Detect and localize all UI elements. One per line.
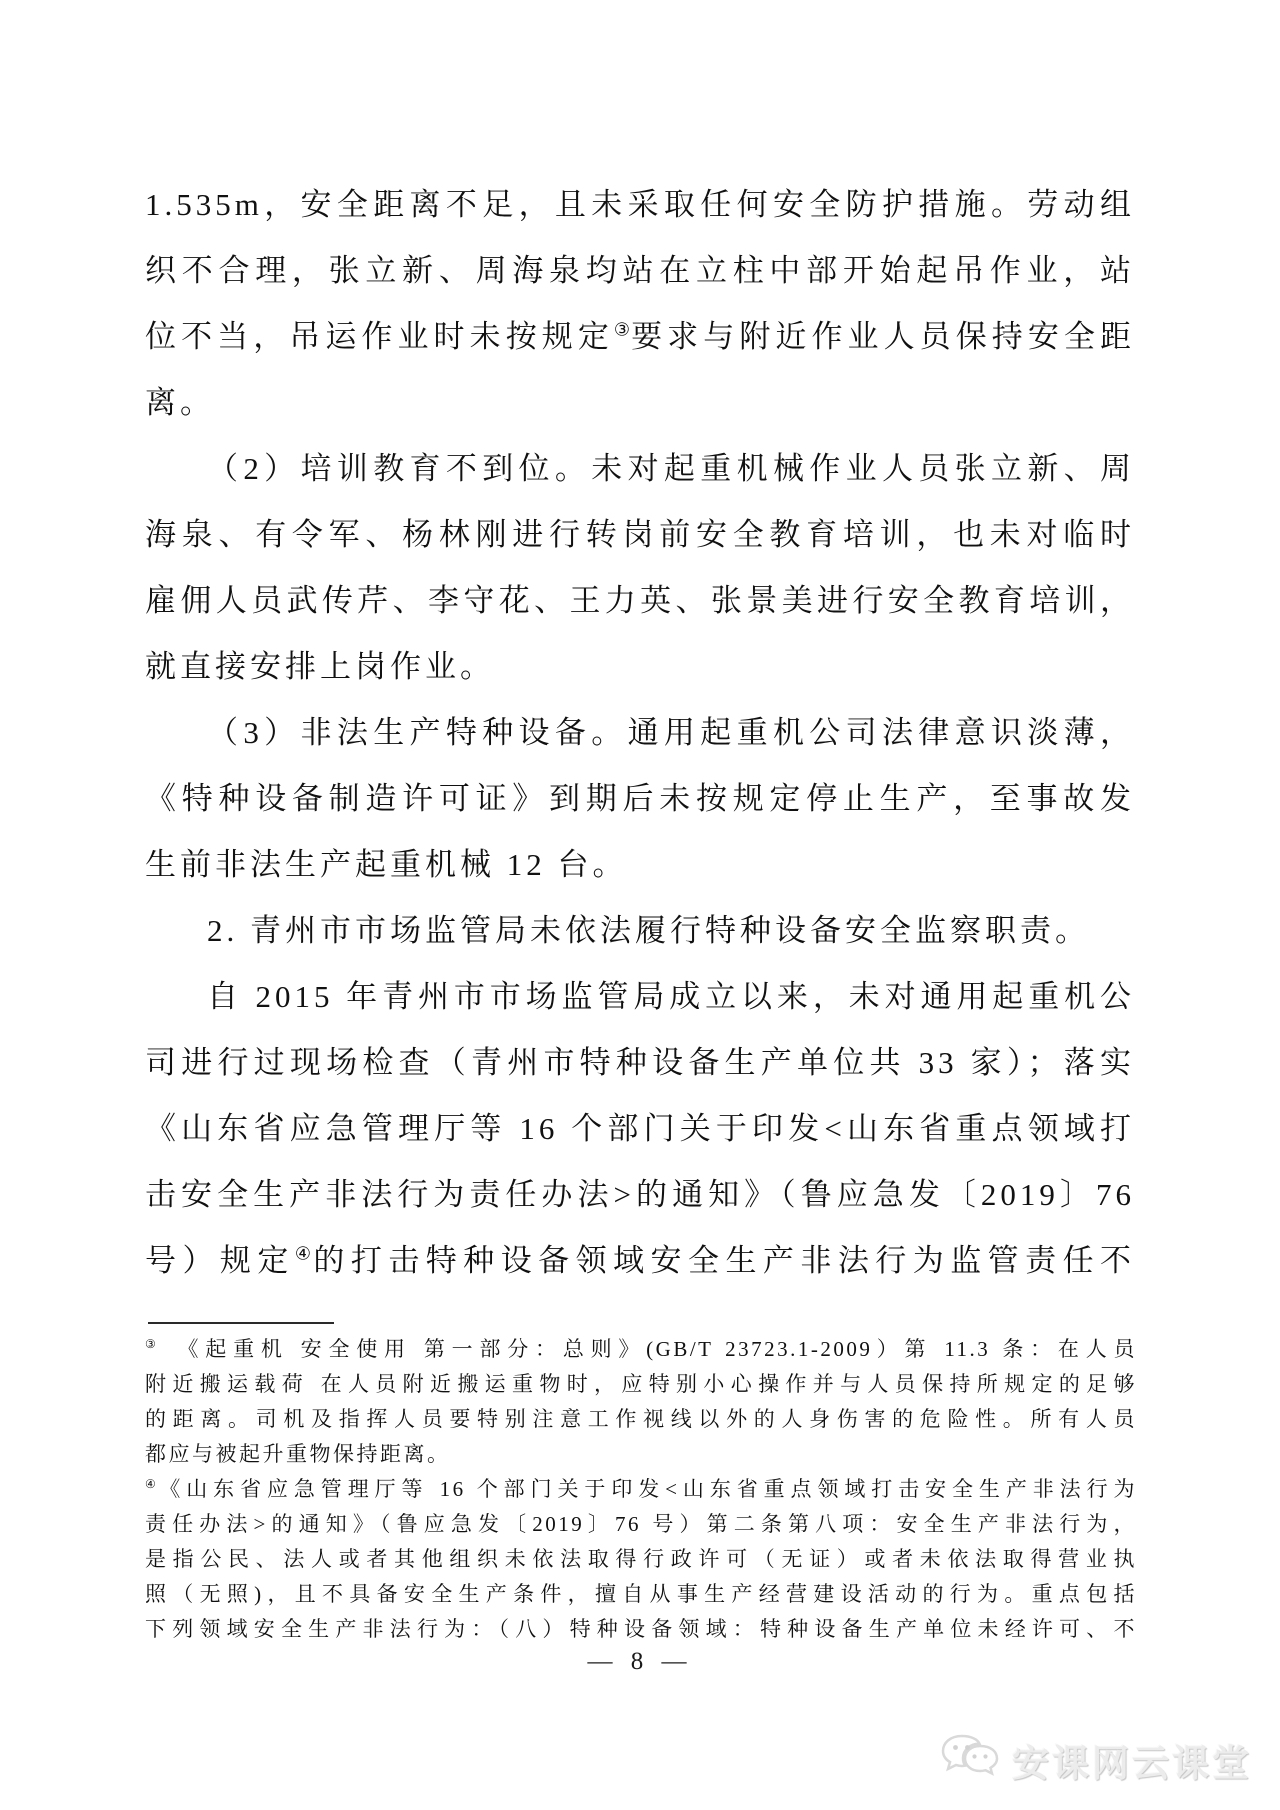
- body-line: [145, 1096, 1135, 1162]
- footnote-ref-mark: ④: [145, 1477, 160, 1491]
- body-line: [145, 898, 1135, 964]
- footnotes: [145, 1332, 1137, 1647]
- footnote-line: [145, 1332, 1137, 1367]
- text-segment: 是指公民、法人或者其他组织未依法取得行政许可（无证）或者未依法取得营业执: [145, 1547, 1137, 1571]
- body-line: [145, 436, 1135, 502]
- footnote-line: [145, 1577, 1137, 1612]
- footnote-line: [145, 1542, 1137, 1577]
- footnote-separator: [148, 1322, 334, 1324]
- text-segment: 位不当，吊运作业时未按规定: [145, 319, 614, 354]
- text-segment: 照（无照)，且不具备安全生产条件，擅自从事生产经营建设活动的行为。重点包括: [145, 1582, 1137, 1606]
- footnote-line: [145, 1507, 1137, 1542]
- body-line: [145, 370, 1135, 436]
- text-segment: （2）培训教育不到位。未对起重机械作业人员张立新、周: [207, 451, 1135, 486]
- footnote-ref-mark: ③: [145, 1337, 161, 1351]
- text-segment: 司进行过现场检查（青州市特种设备生产单位共 33 家）；落实: [145, 1045, 1135, 1080]
- body-line: [145, 304, 1135, 370]
- watermark-text: 安课网云课堂: [1012, 1743, 1252, 1784]
- text-segment: 号）规定: [145, 1243, 295, 1278]
- body-text: [145, 172, 1135, 1294]
- text-segment: 附近搬运载荷 在人员附近搬运重物时，应特别小心操作并与人员保持所规定的足够: [145, 1372, 1137, 1396]
- body-line: [145, 964, 1135, 1030]
- text-segment: 要求与附近作业人员保持安全距: [631, 319, 1136, 354]
- text-segment: 责任办法>的通知》（鲁应急发〔2019〕76 号）第二条第八项：安全生产非法行为，: [145, 1512, 1137, 1536]
- text-segment: 《起重机 安全使用 第一部分：总则》(GB/T 23723.1-2009）第 11.3 条：在人员: [160, 1337, 1137, 1361]
- text-segment: 织不合理，张立新、周海泉均站在立柱中部开始起吊作业，站: [145, 253, 1135, 288]
- text-segment: 自 2015 年青州市市场监管局成立以来，未对通用起重机公: [207, 979, 1135, 1014]
- body-line: [145, 568, 1135, 634]
- body-line: [145, 1162, 1135, 1228]
- text-segment: 1.535m，安全距离不足，且未采取任何安全防护措施。劳动组: [145, 187, 1135, 222]
- body-line: [145, 832, 1135, 898]
- text-segment: 生前非法生产起重机械 12 台。: [145, 847, 628, 882]
- text-segment: 的打击特种设备领域安全生产非法行为监管责任不: [313, 1243, 1136, 1278]
- text-segment: （3）非法生产特种设备。通用起重机公司法律意识淡薄，: [207, 715, 1135, 750]
- footnote-line: [145, 1367, 1137, 1402]
- footnote-line: [145, 1612, 1137, 1647]
- body-line: [145, 766, 1135, 832]
- text-segment: 《特种设备制造许可证》到期后未按规定停止生产，至事故发: [145, 781, 1135, 816]
- text-segment: 下列领域安全生产非法行为：（八）特种设备领域：特种设备生产单位未经许可、不: [145, 1617, 1137, 1641]
- page-number: — 8 —: [587, 1648, 693, 1675]
- body-line: [145, 1228, 1135, 1294]
- body-line: [145, 238, 1135, 304]
- text-segment: 就直接安排上岗作业。: [145, 649, 495, 684]
- text-segment: 海泉、有令军、杨林刚进行转岗前安全教育培训，也未对临时: [145, 517, 1135, 552]
- body-line: [145, 634, 1135, 700]
- body-line: [145, 1030, 1135, 1096]
- text-segment: 都应与被起升重物保持距离。: [145, 1442, 451, 1466]
- text-segment: 《山东省应急管理厅等 16 个部门关于印发<山东省重点领域打: [145, 1111, 1135, 1146]
- watermark: [940, 1732, 1252, 1788]
- footnote-ref-mark: ③: [613, 319, 632, 340]
- footnote-line: [145, 1472, 1137, 1507]
- body-line: [145, 700, 1135, 766]
- footnote-line: [145, 1402, 1137, 1437]
- text-segment: 的距离。司机及指挥人员要特别注意工作视线以外的人身伤害的危险性。所有人员: [145, 1407, 1137, 1431]
- text-segment: 《山东省应急管理厅等 16 个部门关于印发<山东省重点领域打击安全生产非法行为: [159, 1477, 1137, 1501]
- text-segment: 击安全生产非法行为责任办法>的通知》（鲁应急发〔2019〕76: [145, 1177, 1135, 1212]
- wechat-bubbles-icon: [940, 1732, 1002, 1788]
- text-segment: 离。: [145, 385, 215, 420]
- footnote-ref-mark: ④: [294, 1243, 314, 1264]
- body-line: [145, 502, 1135, 568]
- footnote-line: [145, 1437, 1137, 1472]
- body-line: [145, 172, 1135, 238]
- text-segment: 2. 青州市市场监管局未依法履行特种设备安全监察职责。: [207, 913, 1090, 948]
- text-segment: 雇佣人员武传芹、李守花、王力英、张景美进行安全教育培训，: [145, 583, 1135, 618]
